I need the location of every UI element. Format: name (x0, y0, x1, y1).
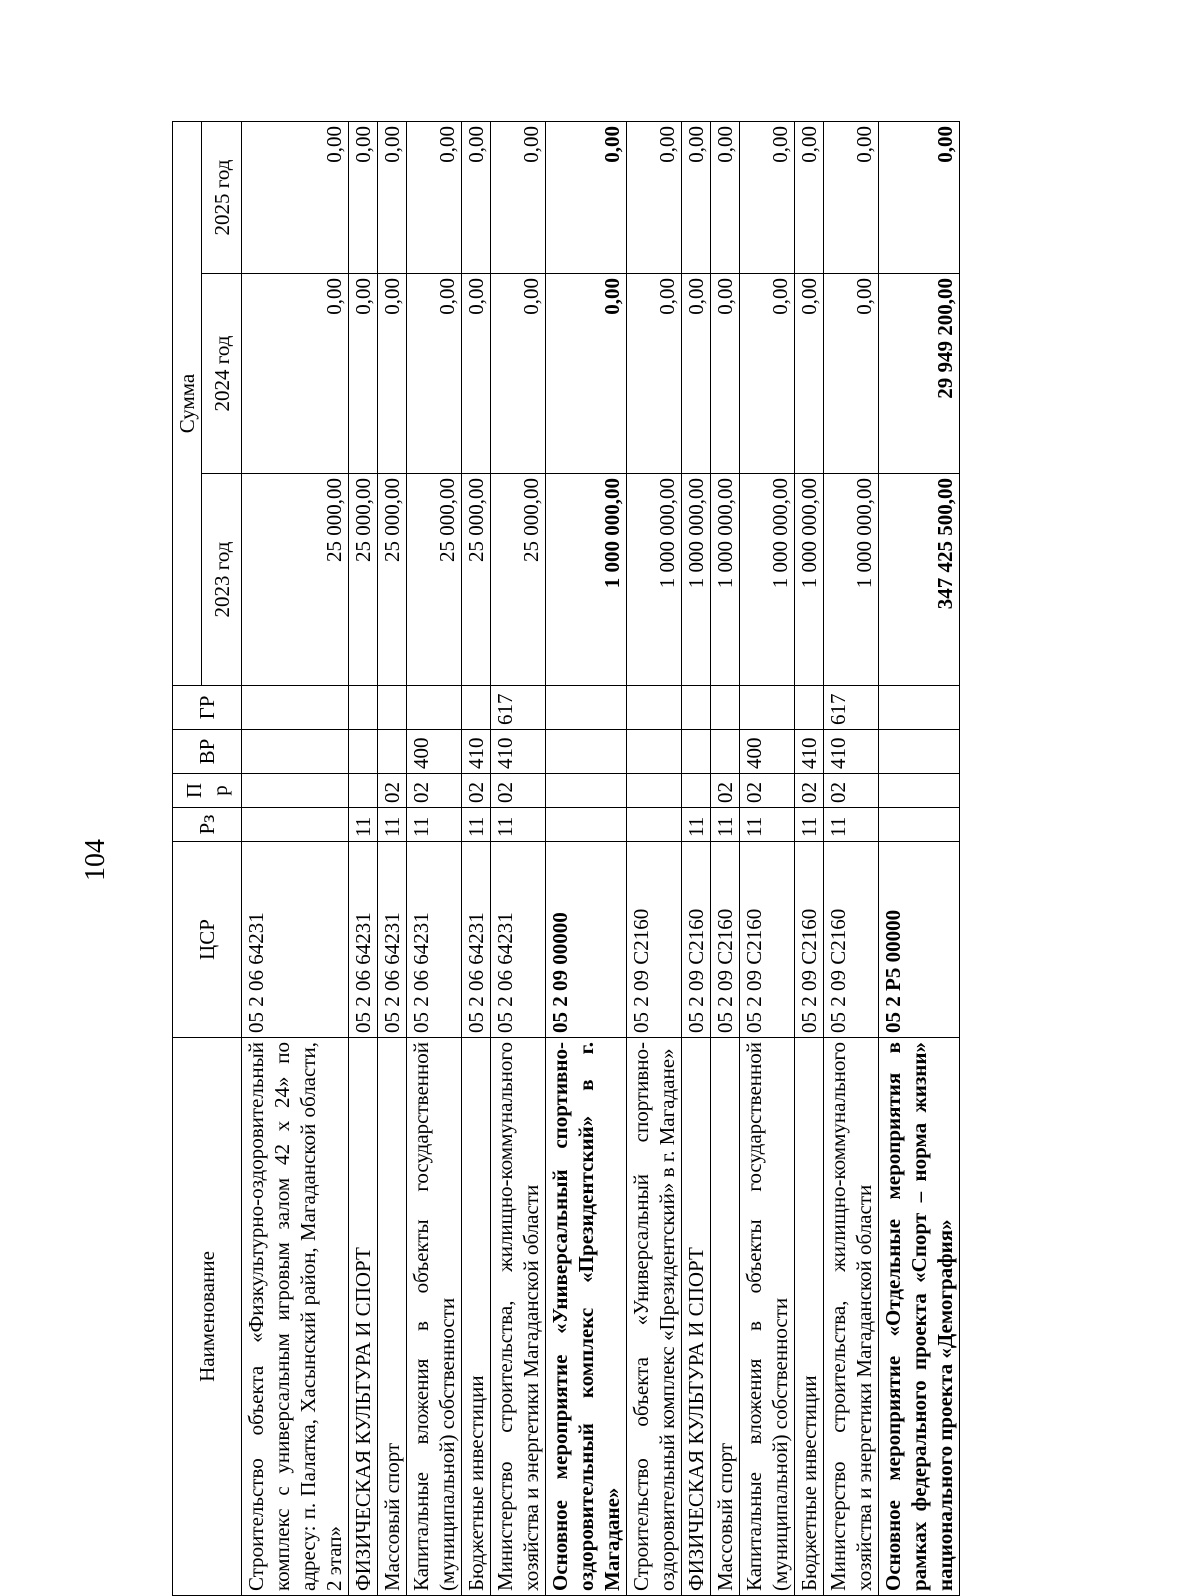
row-csr: 05 2 09 00000 (546, 842, 627, 1038)
row-amount-2025: 0,00 (491, 121, 546, 273)
row-amount-2023: 25 000,00 (378, 474, 407, 686)
row-rz: 11 (682, 808, 711, 842)
row-name: Массовый спорт (711, 1038, 740, 1596)
row-rz (879, 808, 960, 842)
rotated-page-content (172, 122, 982, 1596)
row-name: Бюджетные инвестиции (795, 1038, 824, 1596)
header-name: Наименование (173, 1038, 242, 1596)
row-amount-2023: 1 000 000,00 (682, 474, 711, 686)
row-csr: 05 2 09 С2160 (795, 842, 824, 1038)
row-vr (378, 730, 407, 774)
row-name: Капитальные вложения в объекты государственной (муниципальной) собственности (740, 1038, 795, 1596)
row-pr (546, 774, 627, 808)
header-gr: ГР (173, 686, 242, 730)
row-amount-2025: 0,00 (627, 121, 682, 273)
row-amount-2025: 0,00 (546, 121, 627, 273)
row-name: Строительство объекта «Физкультурно-оздоровительный комплекс с универсальным игровым залом 42 х 24» по адресу: п. Палатка, Хасынский район, Магаданской области, 2 этап» (242, 1038, 349, 1596)
row-rz: 11 (462, 808, 491, 842)
header-rz: Рз (173, 808, 242, 842)
row-name: Министерство строительства, жилищно-коммунального хозяйства и энергетики Магаданской области (491, 1038, 546, 1596)
row-vr (627, 730, 682, 774)
row-gr (740, 686, 795, 730)
row-amount-2024: 0,00 (740, 274, 795, 474)
row-amount-2025: 0,00 (795, 121, 824, 273)
row-amount-2023: 347 425 500,00 (879, 474, 960, 686)
row-name: ФИЗИЧЕСКАЯ КУЛЬТУРА И СПОРТ (349, 1038, 378, 1596)
row-pr: 02 (491, 774, 546, 808)
table-row (242, 121, 349, 1595)
row-rz (546, 808, 627, 842)
row-pr: 02 (378, 774, 407, 808)
row-gr (546, 686, 627, 730)
row-amount-2025: 0,00 (879, 121, 960, 273)
row-amount-2024: 0,00 (349, 274, 378, 474)
row-pr (879, 774, 960, 808)
row-amount-2025: 0,00 (824, 121, 879, 273)
row-amount-2023: 25 000,00 (491, 474, 546, 686)
row-name: Министерство строительства, жилищно-коммунального хозяйства и энергетики Магаданской области (824, 1038, 879, 1596)
row-csr: 05 2 09 С2160 (627, 842, 682, 1038)
row-pr (682, 774, 711, 808)
row-pr: 02 (462, 774, 491, 808)
row-csr: 05 2 06 64231 (462, 842, 491, 1038)
row-csr: 05 2 Р5 00000 (879, 842, 960, 1038)
row-gr (879, 686, 960, 730)
row-amount-2024: 0,00 (407, 274, 462, 474)
row-amount-2024: 0,00 (711, 274, 740, 474)
table-row (824, 121, 879, 1595)
row-amount-2025: 0,00 (462, 121, 491, 273)
row-csr: 05 2 06 64231 (378, 842, 407, 1038)
row-amount-2024: 0,00 (824, 274, 879, 474)
row-amount-2024: 0,00 (546, 274, 627, 474)
row-vr: 410 (462, 730, 491, 774)
row-amount-2024: 0,00 (491, 274, 546, 474)
header-year-2024: 2024 год (202, 274, 242, 474)
row-amount-2023: 1 000 000,00 (711, 474, 740, 686)
table-row (795, 121, 824, 1595)
row-rz: 11 (378, 808, 407, 842)
row-rz: 11 (824, 808, 879, 842)
row-pr (242, 774, 349, 808)
row-gr (711, 686, 740, 730)
row-gr: 617 (824, 686, 879, 730)
row-rz: 11 (491, 808, 546, 842)
table-row (711, 121, 740, 1595)
header-csr: ЦСР (173, 842, 242, 1038)
row-amount-2024: 0,00 (682, 274, 711, 474)
row-name: Основное мероприятие «Отдельные мероприятия в рамках федерального проекта «Спорт – норма жизни» национального проекта «Демография» (879, 1038, 960, 1596)
row-amount-2023: 1 000 000,00 (824, 474, 879, 686)
budget-table (172, 121, 960, 1596)
row-amount-2025: 0,00 (407, 121, 462, 273)
row-vr (349, 730, 378, 774)
row-vr (682, 730, 711, 774)
row-amount-2024: 0,00 (242, 274, 349, 474)
row-amount-2023: 1 000 000,00 (627, 474, 682, 686)
row-csr: 05 2 09 С2160 (824, 842, 879, 1038)
row-vr: 400 (407, 730, 462, 774)
row-amount-2025: 0,00 (682, 121, 711, 273)
row-pr: 02 (711, 774, 740, 808)
row-csr: 05 2 09 С2160 (682, 842, 711, 1038)
row-amount-2025: 0,00 (711, 121, 740, 273)
row-rz: 11 (740, 808, 795, 842)
table-row (740, 121, 795, 1595)
row-gr (627, 686, 682, 730)
row-gr: 617 (491, 686, 546, 730)
row-rz (627, 808, 682, 842)
table-row (349, 121, 378, 1595)
row-amount-2023: 1 000 000,00 (740, 474, 795, 686)
row-vr (546, 730, 627, 774)
row-amount-2023: 25 000,00 (407, 474, 462, 686)
row-rz: 11 (795, 808, 824, 842)
row-amount-2024: 29 949 200,00 (879, 274, 960, 474)
row-pr (627, 774, 682, 808)
row-csr: 05 2 06 64231 (349, 842, 378, 1038)
row-amount-2023: 1 000 000,00 (546, 474, 627, 686)
row-pr: 02 (795, 774, 824, 808)
table-row (682, 121, 711, 1595)
row-gr (378, 686, 407, 730)
row-vr (879, 730, 960, 774)
table-row (378, 121, 407, 1595)
row-name: Капитальные вложения в объекты государственной (муниципальной) собственности (407, 1038, 462, 1596)
row-pr: 02 (407, 774, 462, 808)
row-amount-2024: 0,00 (627, 274, 682, 474)
table-row (407, 121, 462, 1595)
header-year-2025: 2025 год (202, 121, 242, 273)
row-csr: 05 2 06 64231 (407, 842, 462, 1038)
row-rz: 11 (711, 808, 740, 842)
row-gr (407, 686, 462, 730)
row-rz: 11 (349, 808, 378, 842)
row-csr: 05 2 09 С2160 (711, 842, 740, 1038)
row-vr (242, 730, 349, 774)
table-header-row (173, 121, 202, 1595)
row-gr (242, 686, 349, 730)
row-amount-2023: 25 000,00 (462, 474, 491, 686)
row-name: ФИЗИЧЕСКАЯ КУЛЬТУРА И СПОРТ (682, 1038, 711, 1596)
header-vr: ВР (173, 730, 242, 774)
row-vr: 400 (740, 730, 795, 774)
row-amount-2025: 0,00 (740, 121, 795, 273)
row-gr (682, 686, 711, 730)
header-sum: Сумма (173, 121, 202, 685)
row-pr (349, 774, 378, 808)
row-amount-2023: 25 000,00 (242, 474, 349, 686)
row-amount-2023: 1 000 000,00 (795, 474, 824, 686)
header-year-2023: 2023 год (202, 474, 242, 686)
row-amount-2024: 0,00 (378, 274, 407, 474)
row-gr (462, 686, 491, 730)
table-row (627, 121, 682, 1595)
row-rz: 11 (407, 808, 462, 842)
row-csr: 05 2 06 64231 (242, 842, 349, 1038)
page-number: 104 (80, 839, 111, 881)
row-amount-2025: 0,00 (378, 121, 407, 273)
table-row (491, 121, 546, 1595)
row-csr: 05 2 06 64231 (491, 842, 546, 1038)
row-name: Строительство объекта «Универсальный спортивно-оздоровительный комплекс «Президентский» в г. Магадане» (627, 1038, 682, 1596)
table-row (546, 121, 627, 1595)
row-name: Массовый спорт (378, 1038, 407, 1596)
row-amount-2025: 0,00 (349, 121, 378, 273)
row-name: Бюджетные инвестиции (462, 1038, 491, 1596)
row-pr: 02 (824, 774, 879, 808)
row-vr (711, 730, 740, 774)
header-pr: Пр (173, 774, 242, 808)
table-body (242, 121, 960, 1595)
row-vr: 410 (491, 730, 546, 774)
row-amount-2024: 0,00 (795, 274, 824, 474)
row-csr: 05 2 09 С2160 (740, 842, 795, 1038)
row-gr (795, 686, 824, 730)
row-gr (349, 686, 378, 730)
row-vr: 410 (795, 730, 824, 774)
row-pr: 02 (740, 774, 795, 808)
row-rz (242, 808, 349, 842)
row-amount-2024: 0,00 (462, 274, 491, 474)
table-row (462, 121, 491, 1595)
row-amount-2023: 25 000,00 (349, 474, 378, 686)
row-vr: 410 (824, 730, 879, 774)
row-amount-2025: 0,00 (242, 121, 349, 273)
row-name: Основное мероприятие «Универсальный спортивно-оздоровительный комплекс «Президентский» в г. Магадане» (546, 1038, 627, 1596)
table-row (879, 121, 960, 1595)
